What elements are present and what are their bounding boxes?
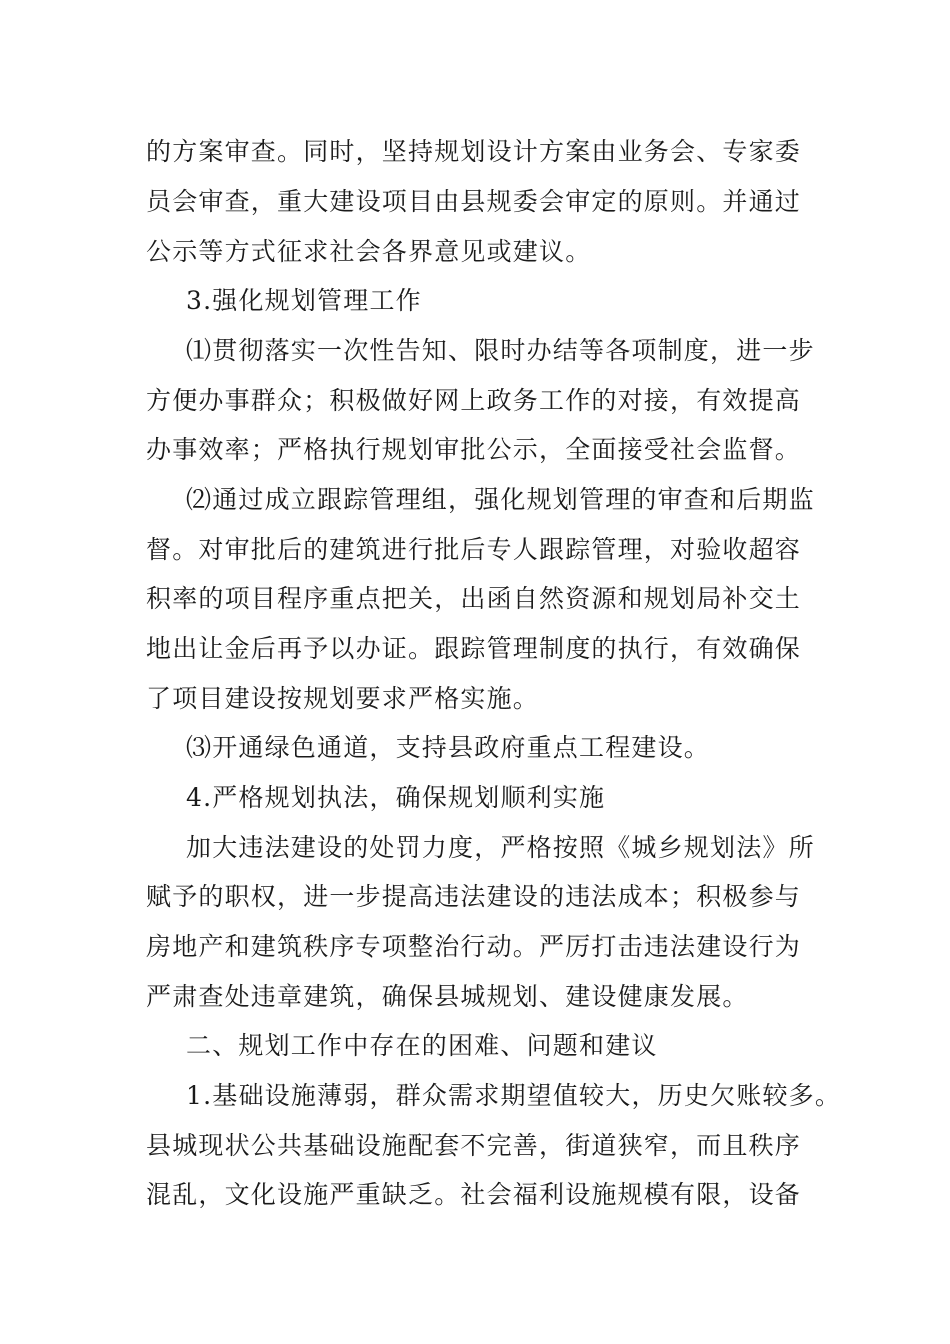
section-heading: 3.强化规划管理工作 xyxy=(186,286,422,315)
text-line: 了项目建设按规划要求严格实施。 xyxy=(146,684,540,713)
text-line: 公示等方式征求社会各界意见或建议。 xyxy=(146,237,592,266)
text-line: 督。对审批后的建筑进行批后专人跟踪管理，对验收超容 xyxy=(146,535,802,564)
text-line: 办事效率；严格执行规划审批公示，全面接受社会监督。 xyxy=(146,435,802,464)
text-line: 方便办事群众；积极做好网上政务工作的对接，有效提高 xyxy=(146,386,802,415)
text-line: 积率的项目程序重点把关，出函自然资源和规划局补交土 xyxy=(146,584,802,613)
text-line: 1.基础设施薄弱，群众需求期望值较大，历史欠账较多。 xyxy=(186,1081,842,1110)
section-heading: 4.严格规划执法，确保规划顺利实施 xyxy=(186,783,606,812)
text-line: 员会审查，重大建设项目由县规委会审定的原则。并通过 xyxy=(146,187,802,216)
text-line: 加大违法建设的处罚力度，严格按照《城乡规划法》所 xyxy=(186,833,815,862)
section-heading: 二、规划工作中存在的困难、问题和建议 xyxy=(186,1031,658,1060)
text-line: ⑵通过成立跟踪管理组，强化规划管理的审查和后期监 xyxy=(186,485,815,514)
text-line: 混乱，文化设施严重缺乏。社会福利设施规模有限，设备 xyxy=(146,1180,802,1209)
text-line: 房地产和建筑秩序专项整治行动。严厉打击违法建设行为 xyxy=(146,932,802,961)
text-line: 严肃查处违章建筑，确保县城规划、建设健康发展。 xyxy=(146,982,749,1011)
text-line: 地出让金后再予以办证。跟踪管理制度的执行，有效确保 xyxy=(146,634,802,663)
text-line: 赋予的职权，进一步提高违法建设的违法成本；积极参与 xyxy=(146,882,802,911)
text-line: ⑶开通绿色通道，支持县政府重点工程建设。 xyxy=(186,733,711,762)
text-line: 县城现状公共基础设施配套不完善，街道狭窄，而且秩序 xyxy=(146,1131,802,1160)
text-line: 的方案审查。同时，坚持规划设计方案由业务会、专家委 xyxy=(146,137,802,166)
text-line: ⑴贯彻落实一次性告知、限时办结等各项制度，进一步 xyxy=(186,336,815,365)
